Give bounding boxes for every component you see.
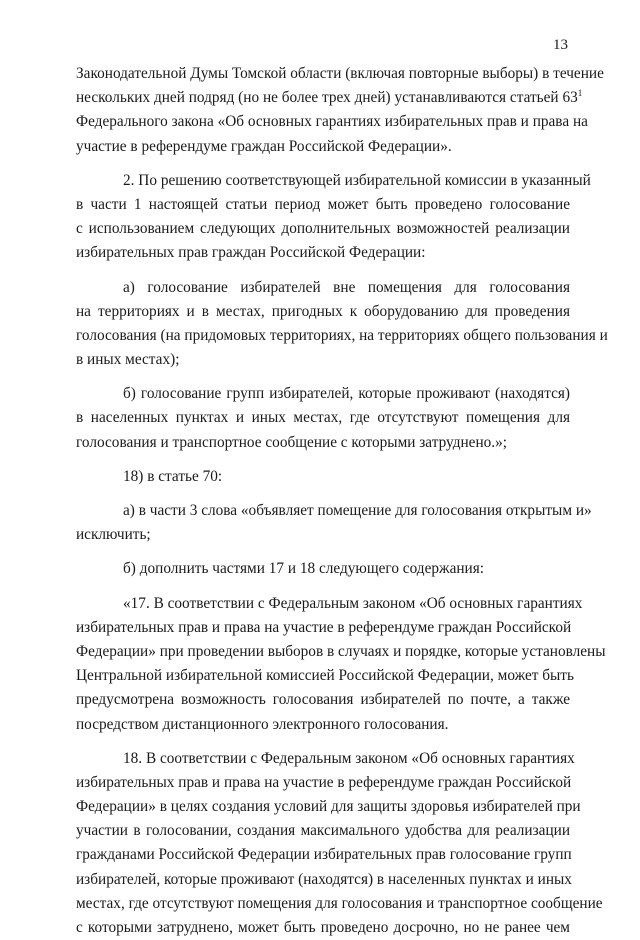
text-line: Законодательной Думы Томской области (включая повторные выборы) в течение — [76, 65, 604, 82]
paragraph — [76, 169, 591, 266]
text-line: с которыми затруднено, может быть проведено досрочно, но не ранее чем — [76, 919, 570, 936]
paragraph — [76, 592, 606, 737]
text-line: избирателей, которые проживают (находятся) в населенных пунктах и иных — [76, 870, 572, 888]
paragraph — [76, 62, 604, 159]
text-line: в иных местах); — [76, 351, 180, 369]
paragraph — [76, 557, 570, 581]
paragraph — [76, 747, 603, 940]
text-line: в населенных пунктах и иных местах, где отсутствуют помещения для — [76, 409, 570, 427]
text-line: исключить; — [76, 526, 151, 544]
paragraph — [76, 276, 608, 373]
text-line: предусмотрена возможность голосования избирателей по почте, а также — [76, 691, 570, 709]
text-line: б) голосование групп избирателей, которые проживают (находятся) — [123, 385, 570, 403]
footnote-superscript: 1 — [577, 88, 583, 99]
text-line: в части 1 настоящей статьи период может быть проведено голосование — [76, 195, 570, 213]
text-line: участие в референдуме граждан Российской Федерации». — [76, 137, 452, 155]
text-line: а) в части 3 слова «объявляет помещение для голосования открытым и» — [123, 502, 592, 519]
text-line: избирательных прав и права на участие в референдуме граждан Российской — [76, 618, 572, 636]
text-line: Федерации» при проведении выборов в случаях и порядке, которые установлены — [76, 642, 606, 660]
text-line: 2. По решению соответствующей избирательной комиссии в указанный — [123, 171, 591, 189]
text-line: Федерального закона «Об основных гарантиях избирательных прав и права на — [76, 113, 588, 131]
text-line: Центральной избирательной комиссией Российской Федерации, может быть — [76, 667, 574, 685]
paragraph — [76, 465, 570, 489]
text-line: а) голосование избирателей вне помещения для голосования — [123, 278, 570, 296]
text-line: участии в голосовании, создания максимального удобства для реализации — [76, 822, 570, 840]
text-line: посредством дистанционного электронного голосования. — [76, 715, 449, 733]
text-line: избирательных прав и права на участие в референдуме граждан Российской — [76, 773, 572, 791]
text-line: б) дополнить частями 17 и 18 следующего содержания: — [123, 560, 485, 578]
text-line: Федерации» в целях создания условий для защиты здоровья избирателей при — [76, 798, 581, 816]
text-line: на территориях и в местах, пригодных к оборудованию для проведения — [76, 302, 570, 320]
text-line: местах, где отсутствуют помещения для голосования и транспортное сообщение — [76, 894, 603, 912]
text-line: нескольких дней подряд (но не более трех дней) устанавливаются статьей $63^1$ — [76, 88, 583, 107]
text-line: 18) в статье 70: — [123, 467, 223, 485]
text-line: избирательных прав граждан Российской Федерации: — [76, 244, 426, 262]
document-body — [76, 62, 608, 940]
paragraph — [76, 499, 592, 547]
text-line: с использованием следующих дополнительных возможностей реализации — [76, 220, 570, 238]
page-number: 13 — [553, 37, 568, 53]
text-line: гражданами Российской Федерации избирательных прав голосование групп — [76, 846, 572, 864]
text-line: «17. В соответствии с Федеральным законом «Об основных гарантиях — [123, 594, 583, 612]
text-line: 18. В соответствии с Федеральным законом «Об основных гарантиях — [123, 749, 575, 767]
text-line: голосования (на придомовых территориях, на территориях общего пользования и — [76, 326, 608, 344]
text-line: голосования и транспортное сообщение с которыми затруднено.»; — [76, 433, 508, 451]
paragraph — [76, 382, 570, 455]
